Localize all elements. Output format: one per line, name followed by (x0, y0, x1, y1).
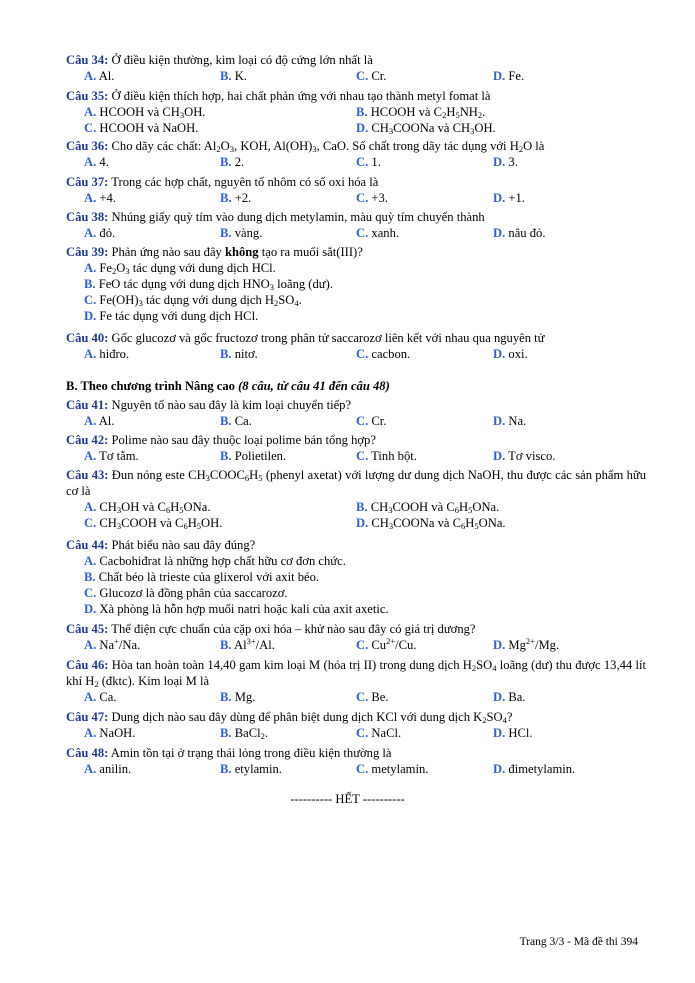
answer-option (356, 761, 428, 777)
answer-option (356, 515, 506, 531)
question-text: Nguyên tố nào sau đây là kim loại chuyển tiếp? (108, 398, 352, 412)
option-label: C. (356, 226, 369, 240)
option-label: D. (493, 347, 506, 361)
option-label: A. (84, 347, 97, 361)
question-stem (66, 330, 646, 346)
question-text: Trong các hợp chất, nguyên tố nhôm có số oxi hóa là (108, 175, 379, 189)
option-text: Fe. (505, 69, 525, 83)
answer-option (220, 68, 247, 84)
question-text: Thế điện cực chuẩn của cặp oxi hóa – khử nào sau đây có giá trị dương? (108, 622, 476, 636)
option-label: D. (493, 191, 506, 205)
answer-option (84, 499, 210, 515)
answer-option (220, 689, 255, 705)
option-label: A. (84, 191, 97, 205)
answer-option (84, 725, 135, 741)
option-text: nitơ. (231, 347, 258, 361)
answer-option (493, 346, 528, 362)
question-stem (66, 621, 646, 637)
option-label: D. (84, 602, 97, 616)
question-stem (66, 467, 646, 499)
question-text: Phát biểu nào sau đây đúng? (108, 538, 256, 552)
answer-option (220, 725, 268, 741)
option-text: cacbon. (368, 347, 411, 361)
option-label: A. (84, 449, 97, 463)
question-stem (66, 209, 646, 225)
option-label: C. (356, 69, 369, 83)
option-text: NaOH. (96, 726, 136, 740)
question-number: Câu 45: (66, 622, 109, 636)
answer-option (356, 104, 485, 120)
option-text: $Cu^{2+}/Cu$. (368, 636, 417, 652)
option-label: B. (220, 638, 232, 652)
option-label: B. (84, 570, 96, 584)
question-stem (66, 745, 646, 761)
answer-option (356, 413, 386, 429)
section-heading (66, 378, 390, 394)
question-stem (66, 397, 646, 413)
answer-option (493, 190, 525, 206)
option-label: B. (220, 69, 232, 83)
question-text: Cho dãy các chất: $Al_2O_3$, KOH, $Al(OH)_3$, CaO. Số chất trong dãy tác dụng với $H_2O$ là (108, 139, 545, 154)
question-stem (66, 174, 646, 190)
answer-option (84, 104, 205, 120)
question-number: Câu 36: (66, 139, 109, 153)
question-text: Dung dịch nào sau đây dùng để phân biệt dung dịch KCl với dung dịch $K_2SO_4$? (108, 710, 513, 725)
question-text: Ở điều kiện thích hợp, hai chất phản ứng với nhau tạo thành metyl fomat là (108, 89, 491, 103)
section-title: B. Theo chương trình Nâng cao (66, 379, 235, 393)
answer-option (493, 413, 526, 429)
answer-option (356, 190, 388, 206)
option-text: Polietilen. (231, 449, 287, 463)
question-text: Phản ứng nào sau đây không tạo ra muối sắt(III)? (108, 245, 363, 259)
option-label: B. (220, 414, 232, 428)
answer-option (84, 761, 131, 777)
question-stem (66, 88, 646, 104)
answer-option (493, 761, 575, 777)
option-text: hiđro. (96, 347, 130, 361)
option-label: D. (356, 121, 369, 135)
option-label: B. (220, 449, 232, 463)
answer-option (84, 276, 333, 292)
option-label: C. (356, 762, 369, 776)
answer-option (84, 553, 346, 569)
answer-option (84, 569, 319, 585)
option-text: Mg. (231, 690, 256, 704)
question-number: Câu 37: (66, 175, 109, 189)
option-label: C. (356, 449, 369, 463)
answer-option (84, 585, 288, 601)
option-label: A. (84, 690, 97, 704)
option-text: K. (231, 69, 247, 83)
question-number: Câu 41: (66, 398, 109, 412)
answer-option (84, 637, 140, 653)
question-text: Gốc glucozơ và gốc fructozơ trong phân tử saccarozơ liên kết với nhau qua nguyên tử (108, 331, 545, 345)
option-label: A. (84, 500, 97, 514)
option-text: Cr. (368, 69, 387, 83)
option-text: etylamin. (231, 762, 282, 776)
question-text: Amin tồn tại ở trạng thái lỏng trong điều kiện thường là (108, 746, 392, 760)
option-text: Tơ visco. (505, 449, 556, 463)
option-label: A. (84, 105, 97, 119)
question-stem (66, 244, 646, 260)
option-label: B. (220, 347, 232, 361)
answer-option (220, 190, 251, 206)
option-text: 2. (231, 155, 245, 169)
option-label: D. (493, 638, 506, 652)
answer-option (84, 260, 276, 276)
answer-option (84, 154, 109, 170)
answer-option (84, 225, 115, 241)
answer-option (84, 689, 117, 705)
answer-option (493, 725, 533, 741)
section-note: (8 câu, từ câu 41 đến câu 48) (238, 379, 390, 393)
option-text: $CH_3COONa$ và $C_6H_5ONa$. (368, 516, 506, 531)
option-label: B. (220, 726, 232, 740)
option-label: B. (356, 500, 368, 514)
option-text: đimetylamin. (505, 762, 576, 776)
option-text: 1. (368, 155, 381, 169)
option-label: D. (84, 309, 97, 323)
option-label: A. (84, 762, 97, 776)
question-stem (66, 138, 646, 154)
option-label: C. (356, 414, 369, 428)
answer-option (220, 225, 262, 241)
answer-option (84, 190, 116, 206)
answer-option (493, 637, 559, 653)
option-text: 4. (96, 155, 109, 169)
option-text: Ba. (505, 690, 526, 704)
option-label: D. (493, 726, 506, 740)
answer-option (220, 154, 244, 170)
answer-option (84, 515, 222, 531)
option-label: B. (220, 155, 232, 169)
answer-option (220, 637, 275, 653)
question-number: Câu 34: (66, 53, 109, 67)
option-label: A. (84, 414, 97, 428)
answer-option (493, 225, 545, 241)
option-label: D. (493, 690, 506, 704)
question-stem (66, 52, 646, 68)
page-footer: Trang 3/3 - Mã đề thi 394 (519, 936, 638, 948)
answer-option (493, 154, 518, 170)
question-text: Đun nóng este $CH_3COOC_6H_5$ (phenyl axetat) với lượng dư dung dịch NaOH, thu được các sản phẩm hữu cơ là (66, 468, 646, 498)
option-label: A. (84, 69, 97, 83)
answer-option (356, 637, 417, 653)
answer-option (356, 68, 386, 84)
answer-option (84, 68, 114, 84)
answer-option (356, 448, 417, 464)
question-number: Câu 46: (66, 658, 109, 672)
option-label: C. (356, 191, 369, 205)
question-number: Câu 35: (66, 89, 109, 103)
option-label: A. (84, 554, 97, 568)
question-number: Câu 47: (66, 710, 109, 724)
option-label: A. (84, 638, 97, 652)
option-text: +3. (368, 191, 388, 205)
option-label: B. (220, 191, 232, 205)
option-text: FeO tác dụng với dung dịch $HNO_3$ loãng (dư). (95, 277, 333, 292)
option-text: 3. (505, 155, 518, 169)
answer-option (356, 346, 410, 362)
answer-option (84, 308, 258, 324)
option-label: A. (84, 726, 97, 740)
end-marker: ---------- HẾT ---------- (290, 792, 405, 806)
option-text: Cr. (368, 414, 387, 428)
option-text: BaCl$_2$. (231, 726, 269, 741)
option-text: HCOOH và $CH_3OH$. (96, 105, 206, 120)
option-text: Al. (96, 69, 115, 83)
option-label: C. (84, 121, 97, 135)
option-label: C. (356, 347, 369, 361)
option-label: C. (84, 293, 97, 307)
option-label: B. (84, 277, 96, 291)
option-label: D. (493, 762, 506, 776)
question-text: Hòa tan hoàn toàn 14,40 gam kim loại M (hóa trị II) trong dung dịch $H_2SO_4$ loãng (dư) thu được 13,44 lít khí $H_2$ (đktc). Kim loại M là (66, 658, 646, 689)
answer-option (356, 154, 381, 170)
question-number: Câu 42: (66, 433, 109, 447)
option-label: D. (493, 226, 506, 240)
option-label: B. (220, 690, 232, 704)
question-number: Câu 39: (66, 245, 109, 259)
question-number: Câu 38: (66, 210, 109, 224)
option-text: HCl. (505, 726, 533, 740)
answer-option (220, 346, 258, 362)
option-label: D. (493, 69, 506, 83)
option-text: Ca. (231, 414, 252, 428)
answer-option (84, 292, 302, 308)
option-text: oxi. (505, 347, 528, 361)
answer-option (220, 413, 252, 429)
option-label: B. (356, 105, 368, 119)
option-text: Xà phòng là hỗn hợp muối natri hoặc kali của axit axetic. (96, 602, 389, 616)
option-label: D. (493, 155, 506, 169)
answer-option (356, 225, 399, 241)
option-text: metylamin. (368, 762, 429, 776)
option-label: A. (84, 226, 97, 240)
option-text: Na+/Na. (96, 636, 141, 652)
answer-option (220, 761, 282, 777)
option-text: $Fe(OH)_3$ tác dụng với dung dịch $H_2SO_4$. (96, 293, 302, 308)
question-text: Polime nào sau đây thuộc loại polime bán tổng hợp? (108, 433, 376, 447)
option-text: Fe tác dụng với dung dịch HCl. (96, 309, 259, 323)
option-text: nâu đỏ. (505, 226, 546, 240)
option-text: $CH_3OH$ và $C_6H_5ONa$. (96, 500, 211, 515)
answer-option (493, 689, 526, 705)
option-label: C. (356, 638, 369, 652)
option-text: $CH_3COOH$ và $C_6H_5OH$. (96, 516, 223, 531)
option-label: A. (84, 261, 97, 275)
option-text: $Al^{3+}/Al$. (231, 636, 275, 652)
answer-option (84, 601, 389, 617)
answer-option (84, 120, 198, 136)
option-text: $CH_3COOH$ và $C_6H_5ONa$. (367, 500, 500, 515)
option-label: D. (493, 449, 506, 463)
option-text: +1. (505, 191, 525, 205)
question-stem (66, 537, 646, 553)
option-text: xanh. (368, 226, 400, 240)
option-text: +2. (231, 191, 252, 205)
answer-option (356, 689, 389, 705)
option-text: Cacbohiđrat là những hợp chất hữu cơ đơn chức. (96, 554, 346, 568)
option-label: B. (220, 762, 232, 776)
answer-option (84, 413, 114, 429)
option-text: Ca. (96, 690, 117, 704)
option-label: B. (220, 226, 232, 240)
answer-option (356, 120, 496, 136)
option-text: đỏ. (96, 226, 116, 240)
question-text: Nhúng giấy quỳ tím vào dung dịch metylamin, màu quỳ tím chuyển thành (108, 210, 485, 224)
option-label: A. (84, 155, 97, 169)
option-label: C. (84, 586, 97, 600)
question-number: Câu 48: (66, 746, 109, 760)
question-text: Ở điều kiện thường, kim loại có độ cứng lớn nhất là (108, 53, 373, 67)
option-text: $CH_3COONa$ và $CH_3OH$. (368, 121, 496, 136)
question-stem (66, 432, 646, 448)
answer-option (493, 68, 524, 84)
question-stem (66, 657, 646, 689)
option-text: HCOOH và $C_2H_5NH_2$. (367, 105, 486, 120)
answer-option (84, 346, 129, 362)
option-label: D. (493, 414, 506, 428)
option-text: NaCl. (368, 726, 402, 740)
option-label: C. (356, 155, 369, 169)
option-label: C. (356, 726, 369, 740)
question-stem (66, 709, 646, 725)
option-text: $Fe_2O_3$ tác dụng với dung dịch HCl. (96, 261, 276, 276)
question-number: Câu 44: (66, 538, 109, 552)
answer-option (493, 448, 555, 464)
option-label: C. (356, 690, 369, 704)
question-number: Câu 43: (66, 468, 109, 482)
option-text: $Mg^{2+}/Mg$. (505, 636, 560, 652)
answer-option (356, 499, 499, 515)
option-text: +4. (96, 191, 116, 205)
option-text: vàng. (231, 226, 263, 240)
option-label: D. (356, 516, 369, 530)
option-text: HCOOH và NaOH. (96, 121, 199, 135)
option-text: Al. (96, 414, 115, 428)
option-label: C. (84, 516, 97, 530)
option-text: Tơ tằm. (96, 449, 139, 463)
option-text: Chất béo là trieste của glixerol với axit béo. (95, 570, 320, 584)
option-text: anilin. (96, 762, 132, 776)
answer-option (220, 448, 286, 464)
question-number: Câu 40: (66, 331, 109, 345)
option-text: Tinh bột. (368, 449, 417, 463)
option-text: Na. (505, 414, 527, 428)
answer-option (356, 725, 401, 741)
answer-option (84, 448, 139, 464)
option-text: Be. (368, 690, 389, 704)
option-text: Glucozơ là đồng phân của saccarozơ. (96, 586, 288, 600)
